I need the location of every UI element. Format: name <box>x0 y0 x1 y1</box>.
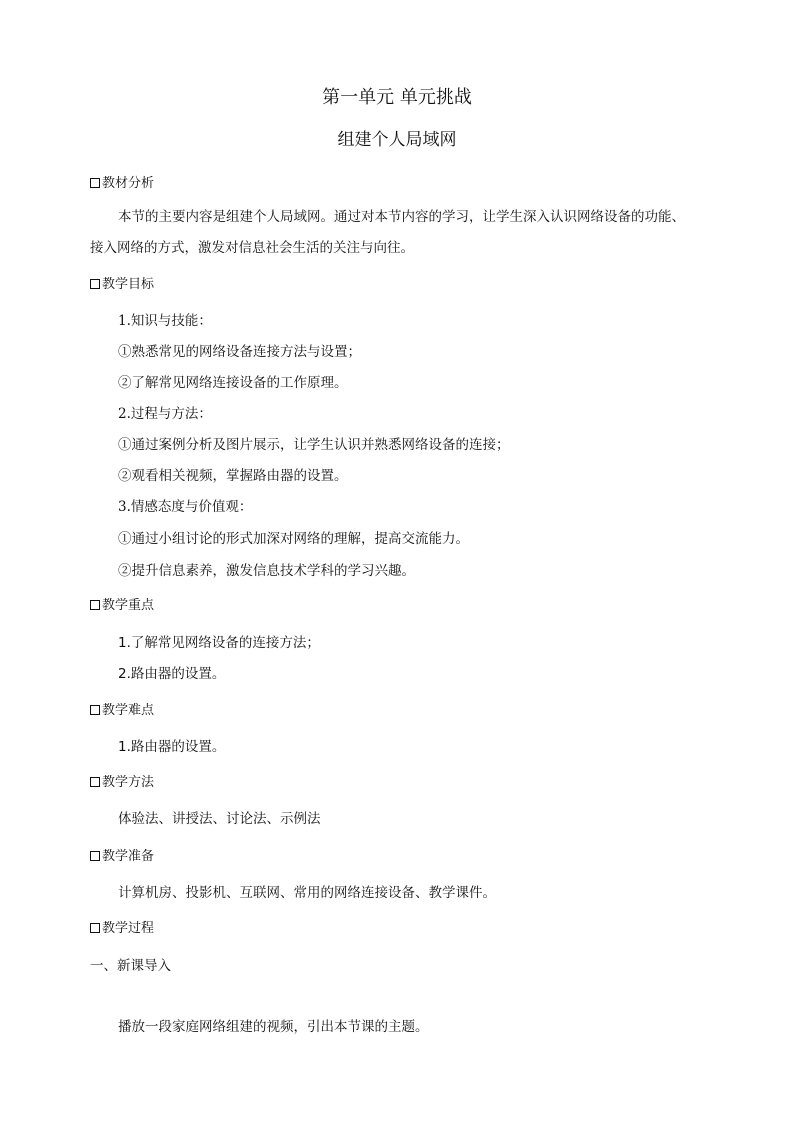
section-heading-analysis: 教材分析 <box>90 175 154 193</box>
goal-line: ②了解常见网络连接设备的工作原理。 <box>118 375 348 391</box>
page-title: 第一单元 单元挑战 <box>322 87 472 108</box>
process-line: 播放一段家庭网络组建的视频，引出本节课的主题。 <box>118 1019 429 1035</box>
paragraph-line: 本节的主要内容是组建个人局域网。通过对本节内容的学习，让学生深入认识网络设备的功能、 <box>118 209 685 225</box>
goal-line: ①通过小组讨论的形式加深对网络的理解，提高交流能力。 <box>118 531 469 547</box>
key-point-line: 1.了解常见网络设备的连接方法； <box>118 635 320 651</box>
page-subtitle: 组建个人局域网 <box>337 130 457 150</box>
process-subheading: 一、新课导入 <box>90 958 171 974</box>
goal-line: ①熟悉常见的网络设备连接方法与设置； <box>118 344 361 360</box>
methods-line: 体验法、讲授法、讨论法、示例法 <box>118 811 321 827</box>
preparation-line: 计算机房、投影机、互联网、常用的网络连接设备、教学课件。 <box>118 885 496 901</box>
checkbox-icon <box>90 777 100 787</box>
checkbox-icon <box>90 851 100 861</box>
checkbox-icon <box>90 279 100 289</box>
section-heading-difficulties: 教学难点 <box>90 702 154 720</box>
difficulty-line: 1.路由器的设置。 <box>118 739 226 755</box>
goal-line: 2.过程与方法： <box>118 406 212 422</box>
checkbox-icon <box>90 178 100 188</box>
goal-line: 1.知识与技能： <box>118 313 212 329</box>
key-point-line: 2.路由器的设置。 <box>118 666 226 682</box>
section-heading-methods: 教学方法 <box>90 774 154 792</box>
goal-line: ①通过案例分析及图片展示，让学生认识并熟悉网络设备的连接； <box>118 437 510 453</box>
section-heading-process: 教学过程 <box>90 920 154 938</box>
paragraph-line: 接入网络的方式，激发对信息社会生活的关注与向往。 <box>90 240 414 256</box>
checkbox-icon <box>90 923 100 933</box>
goal-line: 3.情感态度与价值观： <box>118 499 253 515</box>
section-heading-preparation: 教学准备 <box>90 848 154 866</box>
goal-line: ②观看相关视频，掌握路由器的设置。 <box>118 468 348 484</box>
goal-line: ②提升信息素养，激发信息技术学科的学习兴趣。 <box>118 563 415 579</box>
section-heading-goals: 教学目标 <box>90 276 154 294</box>
checkbox-icon <box>90 705 100 715</box>
section-heading-key-points: 教学重点 <box>90 597 154 615</box>
checkbox-icon <box>90 600 100 610</box>
